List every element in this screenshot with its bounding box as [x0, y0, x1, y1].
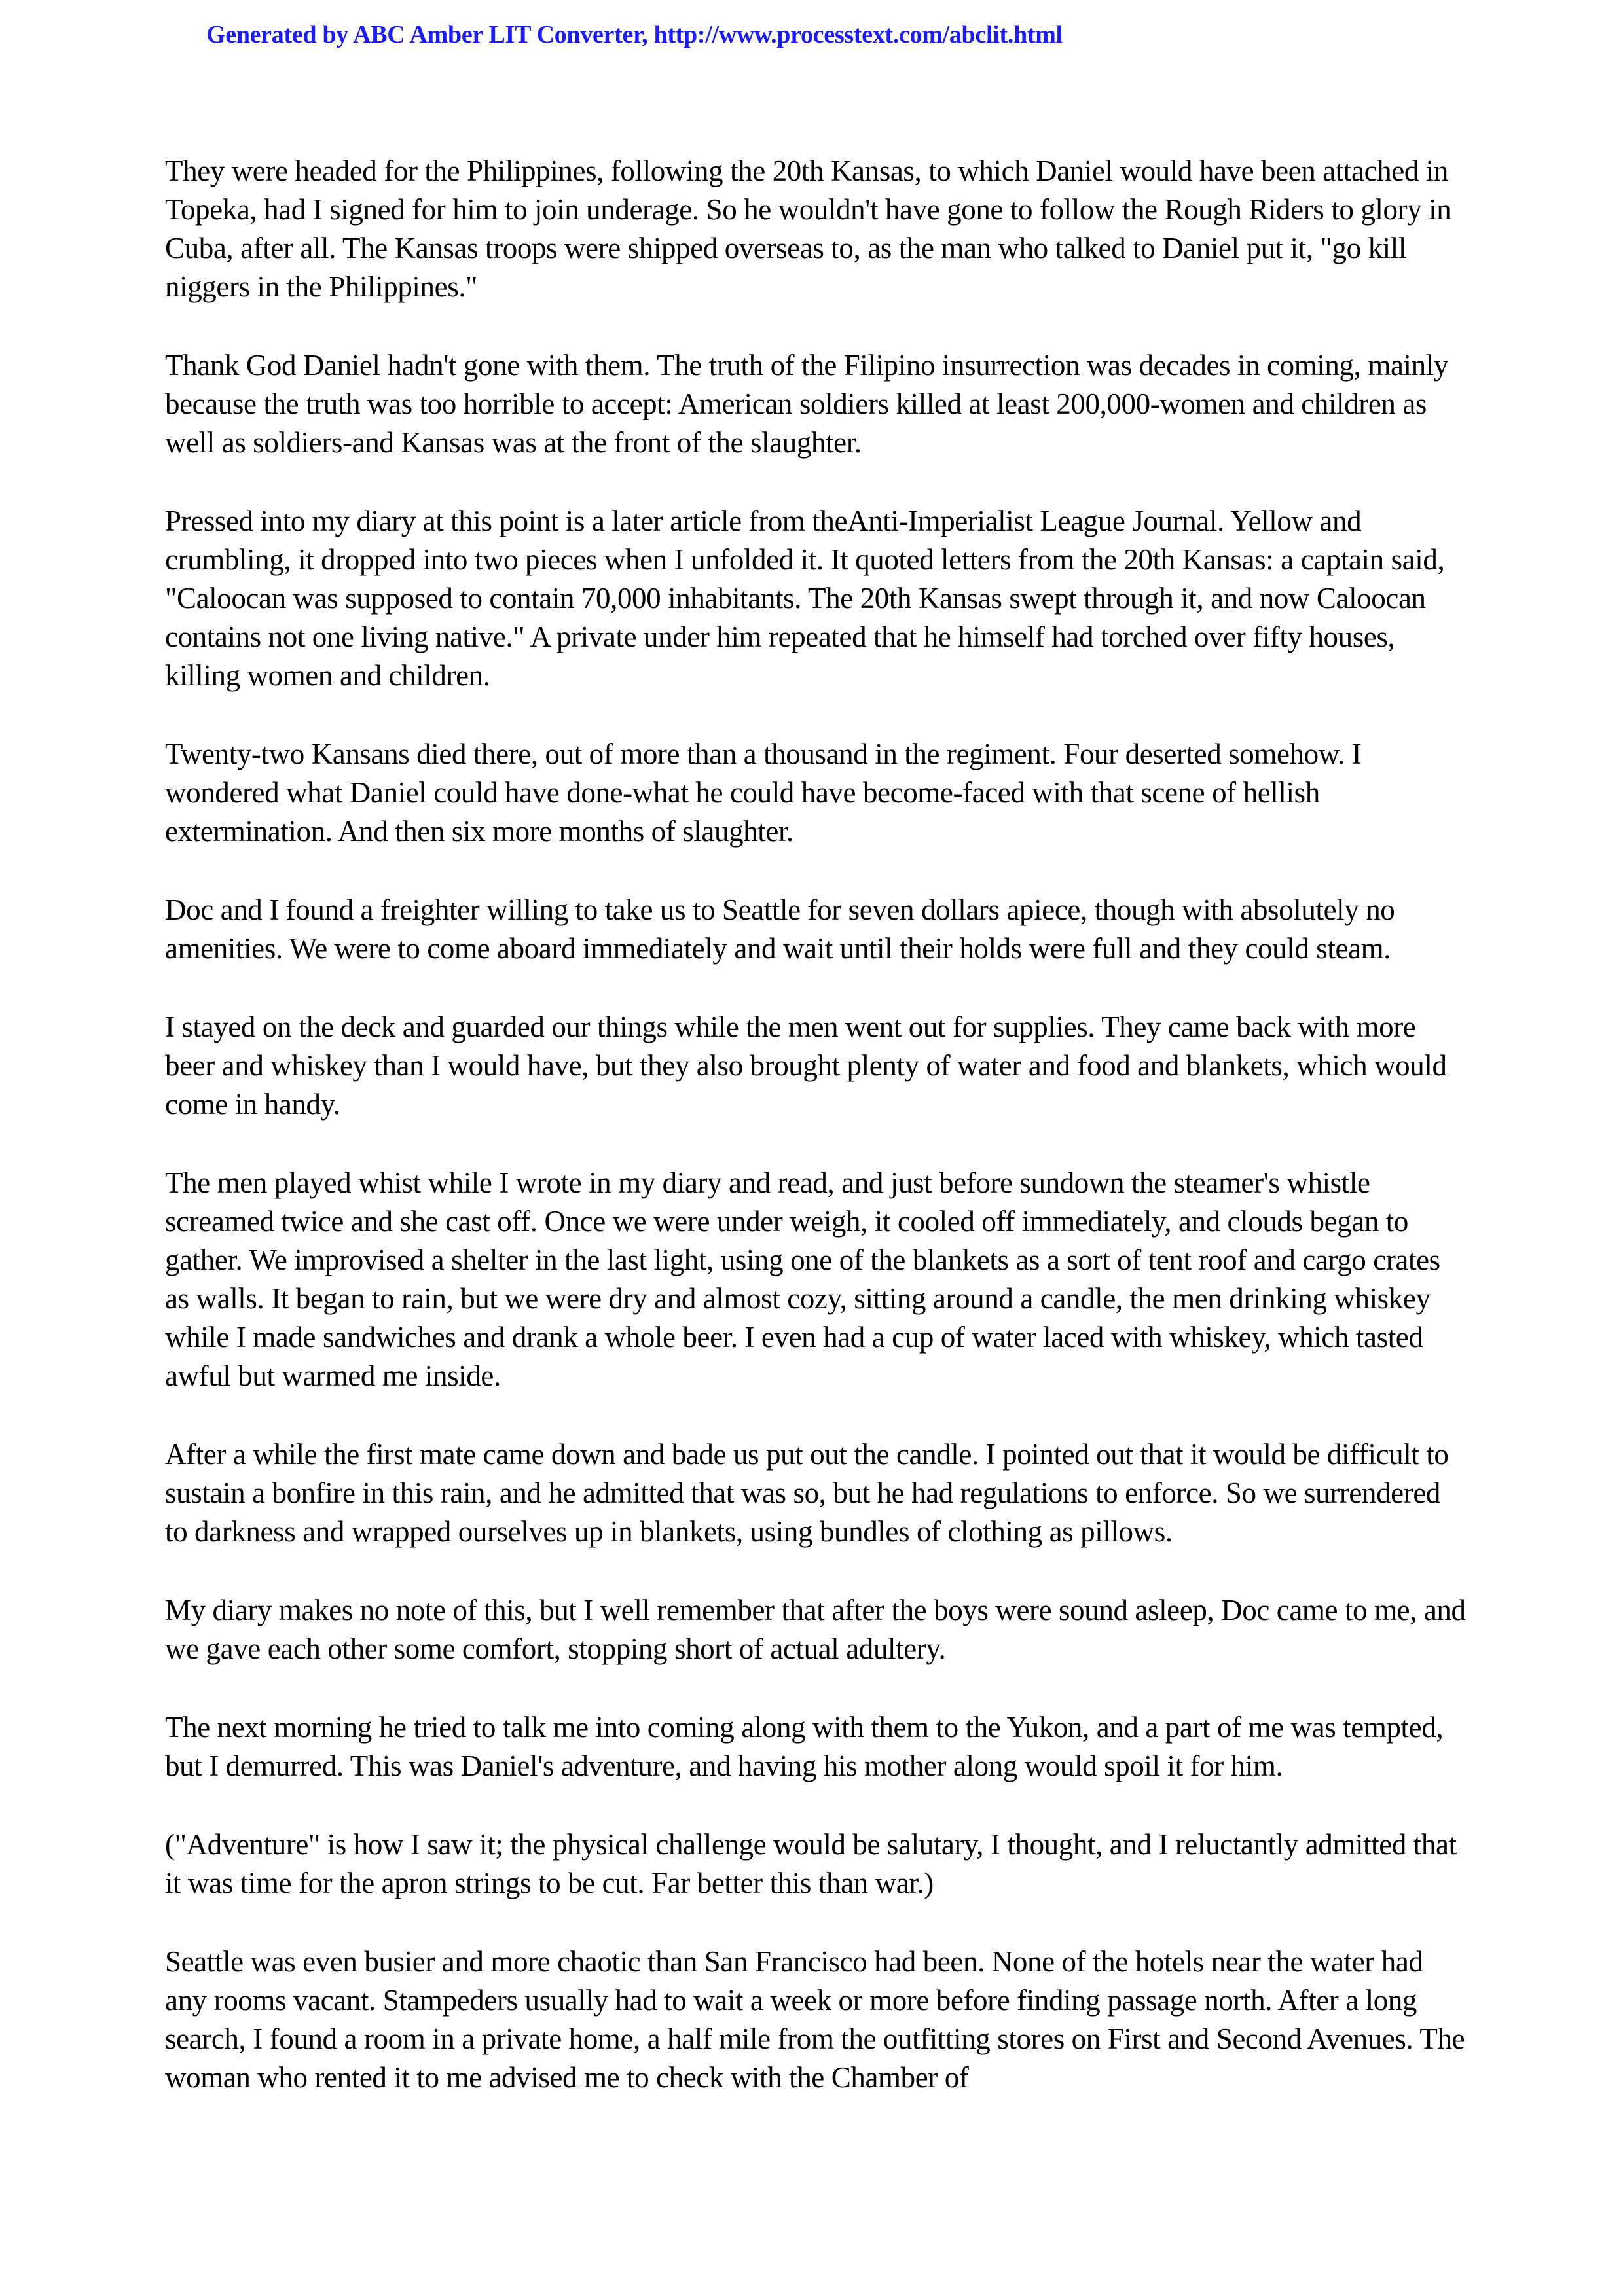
paragraph: Seattle was even busier and more chaotic than San Francisco had been. None of the hotels near the water had any rooms vacant. Stampeders usually had to wait a week or more before finding passage north. After a long search, I found a room in a private home, a half mile from the outfitting stores on First and Second Avenues. The woman who rented it to me advised me to check with the Chamber of: [165, 1945, 1465, 2094]
paragraph: The next morning he tried to talk me into coming along with them to the Yukon, and a part of me was tempted, but I demurred. This was Daniel's adventure, and having his mother along would spoil it for him.: [165, 1711, 1444, 1782]
paragraph: Pressed into my diary at this point is a later article from theAnti-Imperialist League Journal. Yellow and crumbling, it dropped into two pieces when I unfolded it. It quoted letters from the 20th Kansas: a captain said, "Caloocan was supposed to contain 70,000 inhabitants. The 20th Kansas swept through it, and now Caloocan contains not one living native." A private under him repeated that he himself had torched over fifty houses, killing women and children.: [165, 505, 1445, 692]
paragraph: ("Adventure" is how I saw it; the physical challenge would be salutary, I thought, and I reluctantly admitted that it was time for the apron strings to be cut. Far better this than war.): [165, 1828, 1457, 1899]
paragraph: Thank God Daniel hadn't gone with them. The truth of the Filipino insurrection was decades in coming, mainly because the truth was too horrible to accept: American soldiers killed at least 200,000-women and children as well as soldiers-and Kansas was at the front of the slaughter.: [165, 349, 1448, 459]
paragraph: They were headed for the Philippines, following the 20th Kansas, to which Daniel would have been attached in Topeka, had I signed for him to join underage. So he wouldn't have gone to follow the Rough Riders to glory in Cuba, after all. The Kansas troops were shipped overseas to, as the man who talked to Daniel put it, "go kill niggers in the Philippines.": [165, 154, 1451, 303]
paragraph: I stayed on the deck and guarded our things while the men went out for supplies. They came back with more beer and whiskey than I would have, but they also brought plenty of water and food and blankets, which would come in handy.: [165, 1011, 1447, 1121]
paragraph: After a while the first mate came down and bade us put out the candle. I pointed out that it would be difficult to sustain a bonfire in this rain, and he admitted that was so, but he had regulations to enforce. So we surrendered to darkness and wrapped ourselves up in blankets, using bundles of clothing as pillows.: [165, 1438, 1449, 1548]
document-body: [165, 152, 1468, 2137]
converter-header-link[interactable]: Generated by ABC Amber LIT Converter, http://www.processtext.com/abclit.html: [206, 21, 1063, 48]
paragraph: The men played whist while I wrote in my diary and read, and just before sundown the steamer's whistle screamed twice and she cast off. Once we were under weigh, it cooled off immediately, and clouds began to gather. We improvised a shelter in the last light, using one of the blankets as a sort of tent roof and cargo crates as walls. It began to rain, but we were dry and almost cozy, sitting around a candle, the men drinking whiskey while I made sandwiches and drank a whole beer. I even had a cup of water laced with whiskey, which tasted awful but warmed me inside.: [165, 1166, 1440, 1392]
paragraph: Doc and I found a freighter willing to take us to Seattle for seven dollars apiece, though with absolutely no amenities. We were to come aboard immediately and wait until their holds were full and they could steam.: [165, 893, 1395, 965]
paragraph: My diary makes no note of this, but I well remember that after the boys were sound asleep, Doc came to me, and we gave each other some comfort, stopping short of actual adultery.: [165, 1594, 1466, 1665]
paragraph: Twenty-two Kansans died there, out of more than a thousand in the regiment. Four deserted somehow. I wondered what Daniel could have done-what he could have become-faced with that scene of hellish extermination. And then six more months of slaughter.: [165, 738, 1362, 848]
